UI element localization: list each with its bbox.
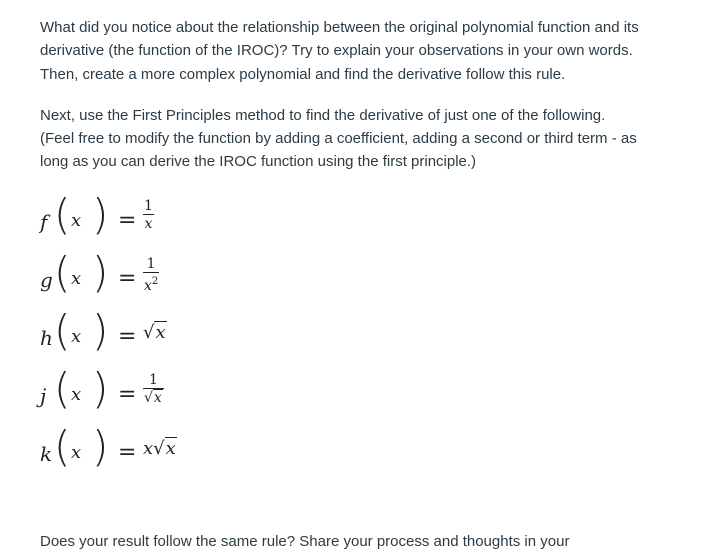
function-name: f: [40, 209, 48, 234]
function-argument: x: [71, 209, 82, 231]
fraction: [143, 372, 164, 407]
radicand: x: [165, 437, 176, 459]
equals-sign: =: [118, 265, 137, 291]
equals-sign: =: [118, 323, 137, 349]
function-argument: x: [71, 325, 82, 347]
exponent: 2: [151, 275, 159, 287]
fraction: [143, 198, 154, 233]
left-paren: (: [54, 363, 71, 413]
left-paren: (: [54, 421, 71, 471]
equals-sign: =: [118, 207, 137, 233]
denominator: [143, 214, 154, 233]
formula-k: [40, 421, 640, 484]
right-paren: ): [92, 247, 109, 297]
function-name: g: [40, 267, 53, 292]
question-content: [40, 16, 640, 484]
formula-g: [40, 247, 640, 310]
square-root: [153, 438, 177, 459]
question-paragraph-1: What did you notice about the relationship between the original polynomial function and its derivative (the function of the IROC)? Try to explain your observations in your own words. Then, create a more complex polynomial and find the derivative follow this rule.: [40, 19, 639, 83]
radical-sign: √: [153, 437, 165, 459]
formula-rhs: [143, 256, 159, 295]
formula-f: [40, 189, 640, 252]
denominator-base: x: [144, 215, 153, 232]
function-name: j: [40, 383, 47, 408]
right-paren: ): [92, 305, 109, 355]
formula-j: [40, 363, 640, 426]
fraction: [143, 256, 159, 295]
right-paren: ): [92, 421, 109, 471]
denominator: [143, 272, 159, 295]
formula-rhs: [143, 438, 177, 459]
square-root: [144, 389, 163, 407]
formula-list: [40, 189, 640, 484]
question-paragraph-3: Does your result follow the same rule? Share your process and thoughts in your: [40, 533, 570, 550]
square-root: [143, 322, 167, 343]
denominator-base: x: [144, 277, 152, 294]
formula-rhs: [143, 198, 154, 233]
radicand: x: [155, 321, 166, 343]
function-argument: x: [71, 441, 82, 463]
right-paren: ): [92, 363, 109, 413]
function-name: k: [40, 441, 53, 466]
denominator: [143, 388, 164, 407]
formula-rhs: [143, 372, 164, 407]
equals-sign: =: [118, 381, 137, 407]
radical-sign: √: [144, 389, 153, 406]
function-argument: x: [71, 383, 82, 405]
radical-sign: √: [143, 321, 155, 343]
numerator: 1: [148, 371, 158, 388]
formula-h: [40, 305, 640, 368]
numerator: 1: [146, 255, 156, 272]
left-paren: (: [54, 305, 71, 355]
left-paren: (: [54, 247, 71, 297]
equals-sign: =: [118, 439, 137, 465]
radicand: x: [153, 389, 162, 406]
question-paragraph-2: Next, use the First Principles method to find the derivative of just one of the following. (Feel free to modify the function by adding a coefficient, adding a second or third term - as long as you can derive the IROC function using the first principle.): [40, 106, 637, 171]
formula-rhs: [143, 322, 167, 343]
right-paren: ): [92, 189, 109, 239]
left-paren: (: [54, 189, 71, 239]
function-name: h: [40, 325, 53, 350]
coefficient: x: [143, 437, 154, 459]
numerator: 1: [144, 197, 153, 214]
function-argument: x: [71, 267, 82, 289]
